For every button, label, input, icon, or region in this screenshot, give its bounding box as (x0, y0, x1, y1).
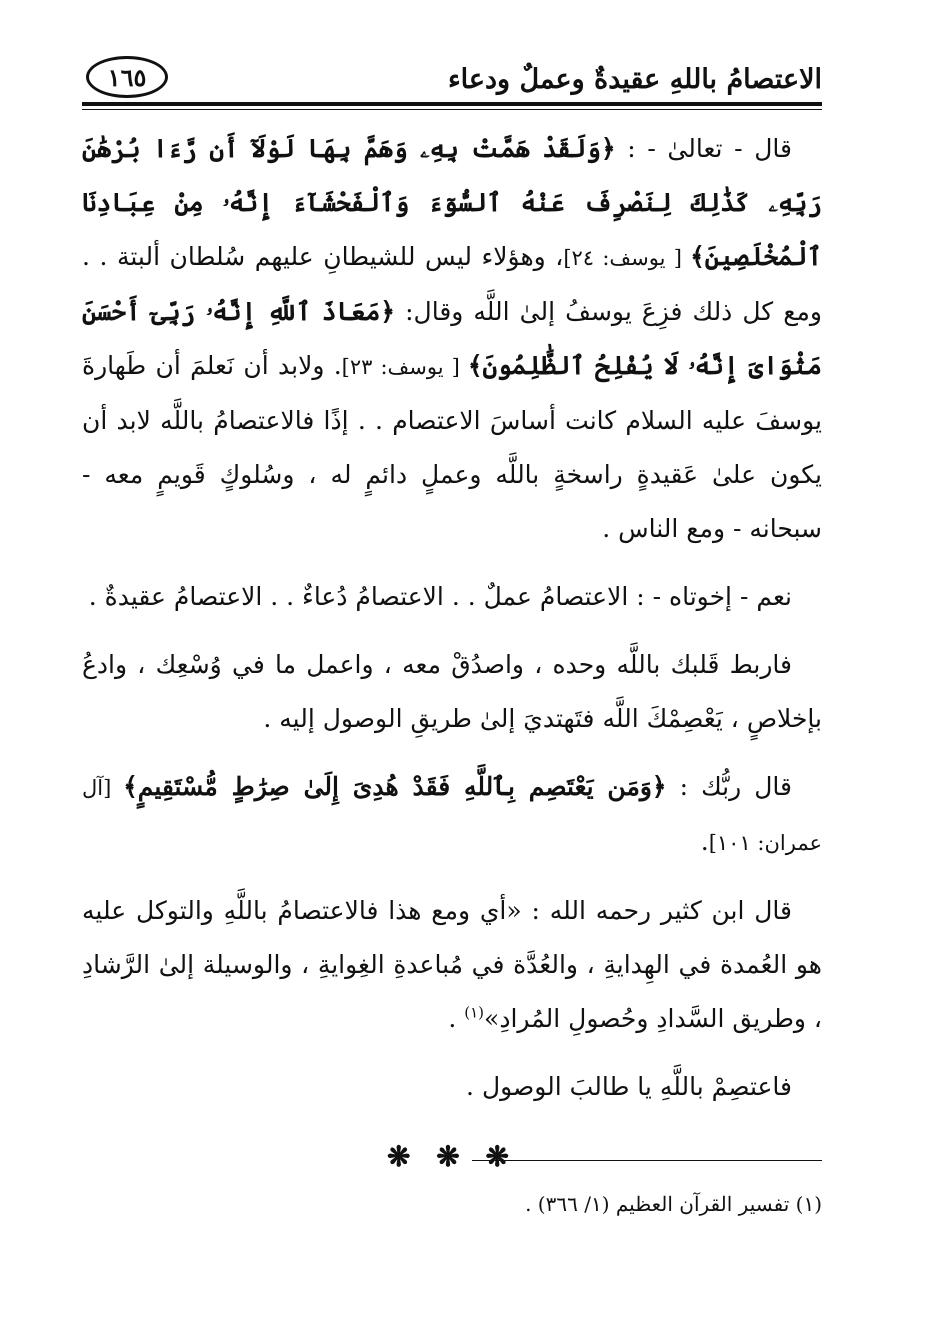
quran-verse-al-imran-101: ﴿وَمَن يَعْتَصِم بِٱللَّهِ فَقَدْ هُدِىَ إِلَىٰ صِرَٰطٍ مُّسْتَقِيمٍ﴾ (123, 772, 667, 801)
footnote: (١) تفسير القرآن العظيم (١/ ٣٦٦) . (525, 1192, 822, 1216)
paragraph-5-end: . (448, 1004, 465, 1033)
paragraph-4-intro: قال ربُّك : (666, 772, 792, 801)
paragraph-4-end: . (700, 827, 709, 856)
page-number-text: ١٦٥ (107, 62, 147, 92)
running-title: الاعتصامُ باللهِ عقيدةٌ وعملٌ ودعاء (447, 64, 822, 95)
paragraph-2: نعم - إخوتاه - : الاعتصامُ عملٌ . . الاعتصامُ دُعاءٌ . . الاعتصامُ عقيدةٌ . (88, 582, 792, 611)
verse-reference-yusuf-23: [ يوسف: ٢٣] (341, 355, 468, 379)
paragraph-4 (82, 760, 822, 870)
section-ornament: ❋ ❋ ❋ (387, 1140, 517, 1173)
paragraph-5 (82, 884, 822, 1046)
paragraph-6: فاعتصِمْ باللَّهِ يا طالبَ الوصول . (466, 1072, 792, 1101)
verse-reference-yusuf-24: [ يوسف: ٢٤] (563, 246, 691, 270)
quran-verse-yusuf-23: ﴿مَعَاذَ ٱللَّهِ إِنَّهُۥ رَبِّىٓ أَحْسَنَ مَثْوَاىَ إِنَّهُۥ لَا يُفْلِحُ ٱلظَّٰلِمُونَ﴾ (82, 297, 822, 380)
footnote-rule (472, 1160, 822, 1161)
paragraph-1 (82, 122, 822, 556)
footnote-marker: (١) (464, 1003, 485, 1022)
header-rule-thin (82, 109, 822, 110)
page-number (86, 56, 168, 98)
page-header (82, 52, 822, 112)
paragraph-1-intro: قال - تعالىٰ - : (615, 134, 793, 163)
quran-verse-yusuf-24: ﴿وَلَقَدْ هَمَّتْ بِهِۦ وَهَمَّ بِهَا لَوْلَآ أَن رَّءَا بُرْهَٰنَ رَبِّهِۦ كَذَٰلِكَ لِنَصْرِفَ عَنْهُ ٱلسُّوٓءَ وَٱلْفَحْشَآءَ إِنَّهُۥ مِنْ عِبَادِنَا ٱلْمُخْلَصِينَ﴾ (82, 134, 822, 271)
paragraph-1-end: . ولابد أن نَعلمَ أن طَهارةَ يوسفَ عليه السلام كانت أساسَ الاعتصام . . إذًا فالاعتصامُ باللَّه لابد أن يكون علىٰ عَقيدةٍ راسخةٍ باللَّه وعملٍ دائمٍ له ، وسُلوكٍ قَويمٍ معه - سبحانه - ومع الناس . (82, 351, 822, 543)
ibn-kathir-quote: قال ابن كثير رحمه الله : «أي ومع هذا فالاعتصامُ باللَّهِ والتوكل عليه هو العُمدة في الهِدايةِ ، والعُدَّة في مُباعدةِ الغِوايةِ ، والوسيلة إلىٰ الرَّشادِ ، وطريق السَّدادِ وحُصولِ المُرادِ» (82, 896, 822, 1033)
paragraph-3: فاربط قَلبك باللَّه وحده ، واصدُقْ معه ، واعمل ما في وُسْعِك ، وادعُ بإخلاصٍ ، يَعْصِمْكَ اللَّه فتَهتديَ إلىٰ طريقِ الوصول إليه . (82, 650, 822, 733)
header-rule-thick (82, 102, 822, 106)
verse-reference-al-imran-101: [آل عمران: ١٠١] (82, 776, 822, 855)
paragraph-1-middle: ، وهؤلاء ليس للشيطانِ عليهم سُلطان ألبتة . . ومع كل ذلك فزِعَ يوسفُ إلىٰ اللَّه وقال: (82, 242, 822, 326)
body-text (82, 122, 822, 1184)
